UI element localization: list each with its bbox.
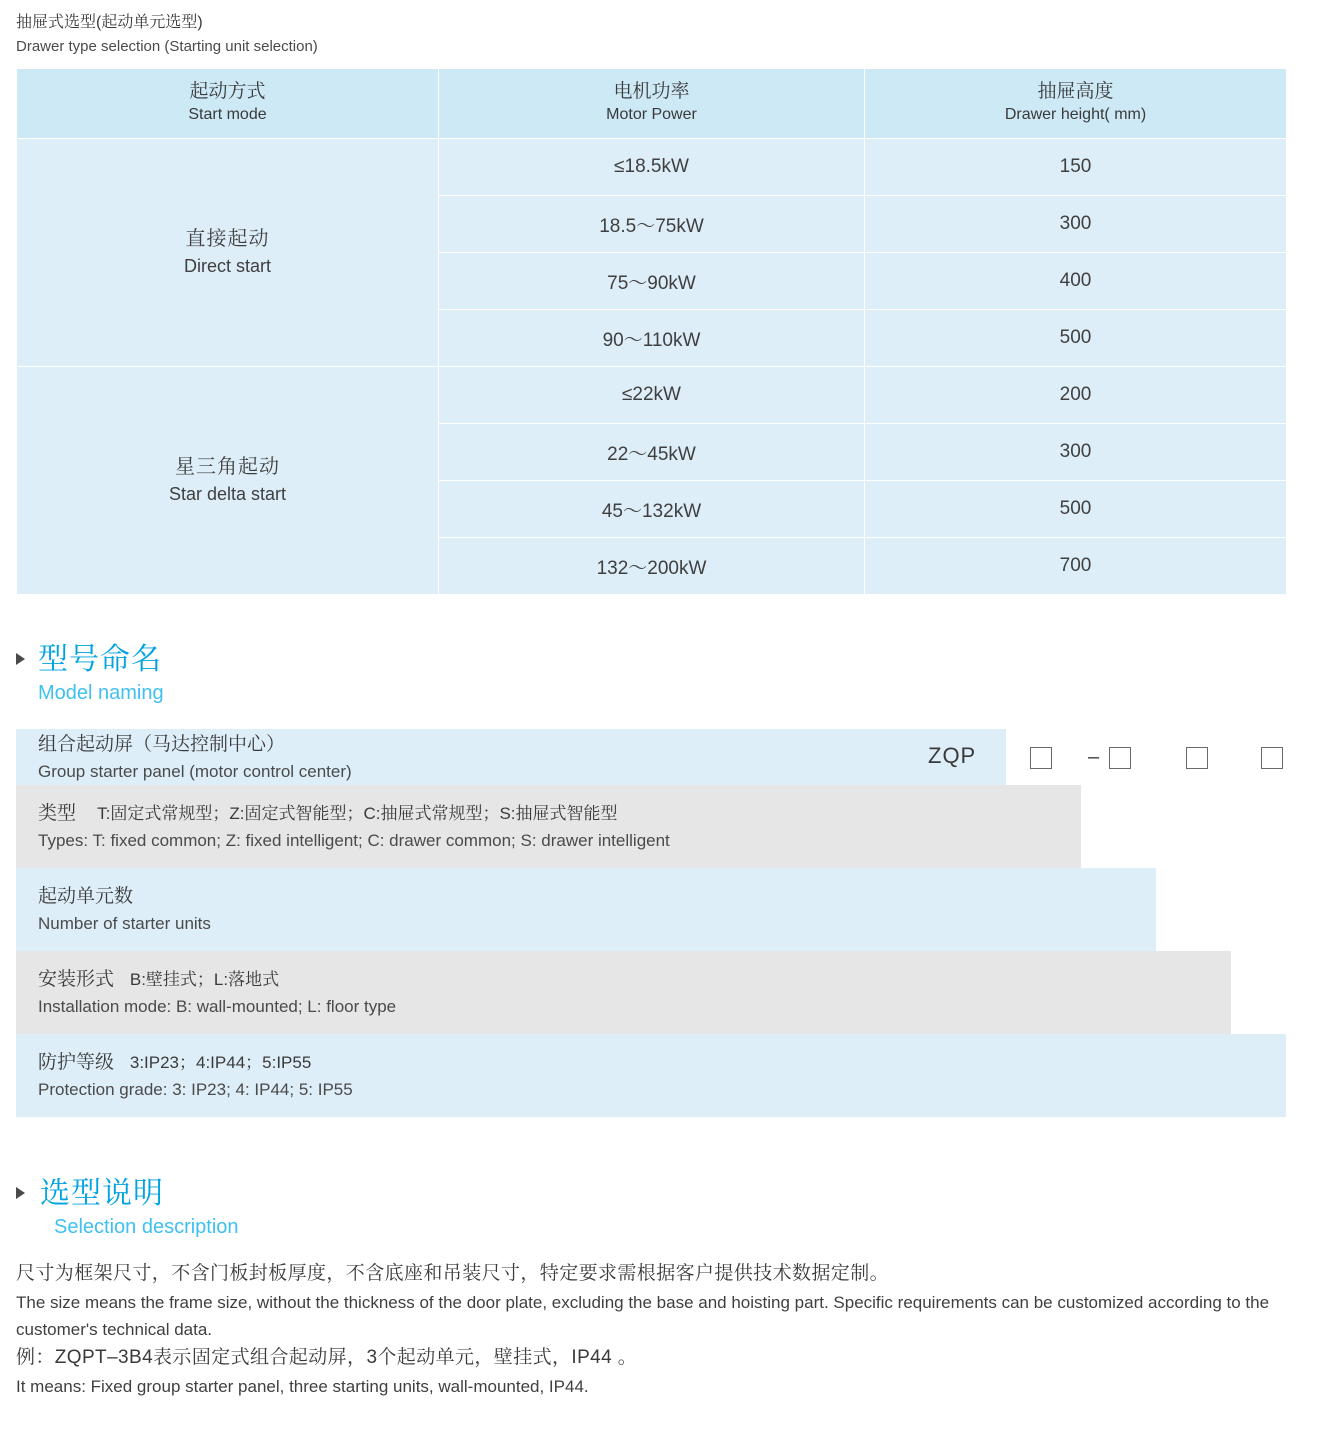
naming-row-units xyxy=(16,868,1156,951)
header-motor-power xyxy=(439,69,865,139)
model-naming-title-en: Model naming xyxy=(38,682,164,704)
naming-row-installation-cn xyxy=(38,965,1215,994)
naming-row-installation-label: 安装形式 xyxy=(38,969,115,990)
header-motor-power-cn: 电机功率 xyxy=(613,81,690,102)
cell-power: 90～110kW xyxy=(439,310,865,367)
cell-start-mode-direct xyxy=(17,139,439,367)
description-line2-en: It means: Fixed group starter panel, three starting units, wall-mounted, IP44. xyxy=(16,1377,589,1396)
header-start-mode-cn: 起动方式 xyxy=(189,81,266,102)
triangle-bullet-icon xyxy=(16,653,25,665)
table-header-row xyxy=(17,69,1287,139)
cell-height: 300 xyxy=(865,196,1287,253)
table-row xyxy=(17,367,1287,424)
model-code-prefix: ZQP xyxy=(928,743,977,768)
model-code-dash: – xyxy=(1088,746,1100,768)
naming-row-types-label: 类型 xyxy=(38,803,77,824)
triangle-bullet-icon xyxy=(16,1187,25,1199)
cell-height: 400 xyxy=(865,253,1287,310)
mode-direct-cn: 直接起动 xyxy=(185,227,270,250)
drawer-selection-table xyxy=(16,68,1287,595)
naming-row-product xyxy=(16,729,1006,785)
mode-direct-en: Direct start xyxy=(183,255,271,276)
naming-row-protection-cn xyxy=(38,1048,1270,1077)
header-motor-power-en: Motor Power xyxy=(606,106,697,123)
mode-star-delta-cn: 星三角起动 xyxy=(175,455,280,478)
model-code-box-installation[interactable] xyxy=(1186,747,1208,769)
cell-height: 200 xyxy=(865,367,1287,424)
section-selection-description-heading xyxy=(0,1175,1322,1241)
section-model-naming-heading xyxy=(0,641,1322,707)
cell-height: 700 xyxy=(865,538,1287,595)
model-code-box-type[interactable] xyxy=(1030,747,1052,769)
description-line1-en: The size means the frame size, without the thickness of the door plate, excluding the base and hoisting part. Specific requirements can be customized according to the customer's technical data. xyxy=(16,1293,1270,1339)
naming-row-protection-detail: 3:IP23；4:IP44；5:IP55 xyxy=(129,1053,312,1072)
header-start-mode xyxy=(17,69,439,139)
naming-row-product-en: Group starter panel (motor control center) xyxy=(38,761,352,781)
cell-power: ≤22kW xyxy=(439,367,865,424)
naming-row-types-detail: T:固定式常规型；Z:固定式智能型；C:抽屉式常规型；S:抽屉式智能型 xyxy=(97,804,618,823)
naming-row-protection-en: Protection grade: 3: IP23; 4: IP44; 5: IP55 xyxy=(38,1080,353,1099)
naming-row-units-en: Number of starter units xyxy=(38,914,211,933)
naming-row-types-cn xyxy=(38,799,1065,828)
cell-power: 132～200kW xyxy=(439,538,865,595)
description-line2-cn: 例：ZQPT–3B4表示固定式组合起动屏，3个起动单元，壁挂式，IP44 。 xyxy=(16,1347,638,1368)
cell-height: 500 xyxy=(865,481,1287,538)
mode-star-delta-en: Star delta start xyxy=(168,483,287,504)
cell-power: 18.5～75kW xyxy=(439,196,865,253)
table-caption xyxy=(0,0,1322,58)
selection-description-body xyxy=(16,1259,1296,1400)
model-code-box-units[interactable] xyxy=(1109,747,1131,769)
header-drawer-height xyxy=(865,69,1287,139)
description-line1-cn: 尺寸为框架尺寸，不含门板封板厚度，不含底座和吊装尺寸，特定要求需根据客户提供技术数据定制。 xyxy=(16,1263,890,1284)
model-naming-title-cn: 型号命名 xyxy=(38,643,162,676)
cell-height: 300 xyxy=(865,424,1287,481)
header-drawer-height-cn: 抽屉高度 xyxy=(1037,81,1114,102)
table-row xyxy=(17,139,1287,196)
naming-row-product-cn: 组合起动屏（马达控制中心） xyxy=(38,733,286,755)
naming-row-installation xyxy=(16,951,1231,1034)
header-start-mode-en: Start mode xyxy=(188,106,267,123)
spec-table-wrapper xyxy=(16,68,1286,595)
naming-row-types-en: Types: T: fixed common; Z: fixed intelligent; C: drawer common; S: drawer intelligent xyxy=(38,831,670,850)
cell-power: 75～90kW xyxy=(439,253,865,310)
naming-row-types xyxy=(16,785,1081,868)
cell-height: 500 xyxy=(865,310,1287,367)
table-caption-cn: 抽屉式选型(起动单元选型) xyxy=(16,14,203,31)
naming-row-installation-detail: B:壁挂式；L:落地式 xyxy=(129,970,280,989)
cell-power: 45～132kW xyxy=(439,481,865,538)
table-caption-en: Drawer type selection (Starting unit selection) xyxy=(16,38,318,55)
naming-row-protection xyxy=(16,1034,1286,1117)
cell-height: 150 xyxy=(865,139,1287,196)
naming-row-protection-label: 防护等级 xyxy=(38,1052,115,1073)
selection-description-title-en: Selection description xyxy=(54,1216,239,1238)
model-naming-block xyxy=(16,729,1286,1117)
cell-power: ≤18.5kW xyxy=(439,139,865,196)
selection-description-title-cn: 选型说明 xyxy=(40,1177,164,1210)
naming-row-units-cn: 起动单元数 xyxy=(38,886,134,907)
naming-row-installation-en: Installation mode: B: wall-mounted; L: floor type xyxy=(38,997,397,1016)
model-code-box-protection[interactable] xyxy=(1261,747,1283,769)
cell-power: 22～45kW xyxy=(439,424,865,481)
header-drawer-height-en: Drawer height( mm) xyxy=(1004,106,1147,123)
cell-start-mode-star-delta xyxy=(17,367,439,595)
